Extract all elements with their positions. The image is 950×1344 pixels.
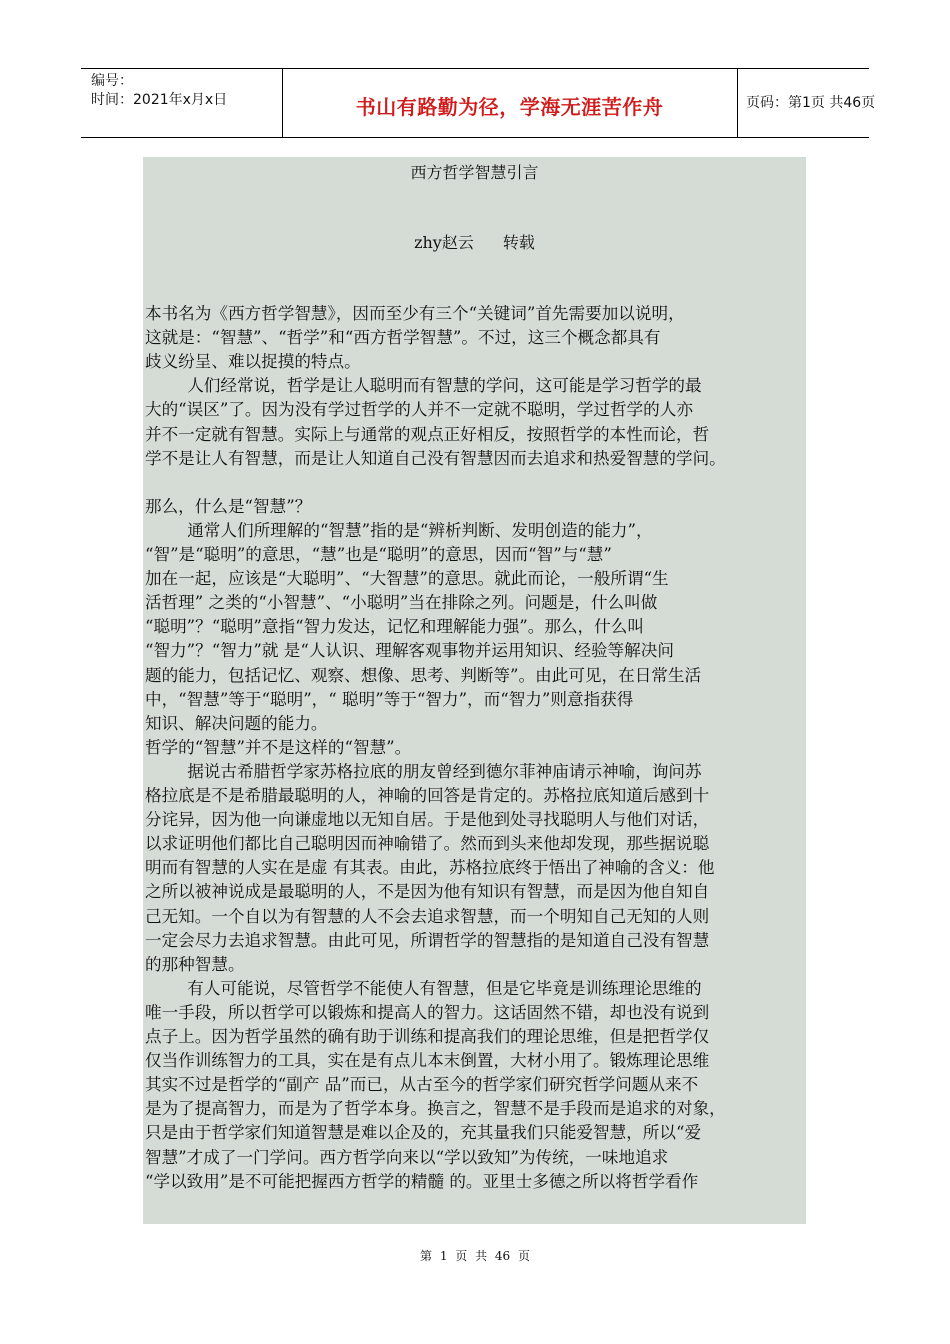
- article-line: “智”是“聪明”的意思，“慧”也是“聪明”的意思，因而“智”与“慧”: [145, 545, 612, 564]
- article-line: 明而有智慧的人实在是虚 有其表。由此，苏格拉底终于悟出了神喻的含义：他: [145, 858, 715, 878]
- article-line: 题的能力，包括记忆、观察、想像、思考、判断等”。由此可见，在日常生活: [145, 665, 702, 685]
- article-line: 学不是让人有智慧，而是让人知道自己没有智慧因而去追求和热爱智慧的学问。: [145, 448, 726, 468]
- article-line: 中，“智慧”等于“聪明”，“ 聪明”等于“智力”，而“智力”则意指获得: [145, 689, 634, 709]
- article-line: 据说古希腊哲学家苏格拉底的朋友曾经到德尔菲神庙请示神喻，询问苏: [145, 761, 702, 781]
- header-meta-cell: [81, 69, 283, 137]
- article-title: 西方哲学智慧引言: [410, 163, 539, 182]
- page-footer: 第 1 页 共 46 页: [420, 1249, 530, 1263]
- article-line: 之所以被神说成是最聪明的人，不是因为他有知识有智慧，而是因为他自知自: [145, 882, 710, 902]
- header-motto-cell: [282, 69, 738, 137]
- article-line: 点子上。因为哲学虽然的确有助于训练和提高我们的理论思维，但是把哲学仅: [145, 1027, 710, 1046]
- doc-number-label: 编号：: [91, 73, 133, 89]
- article-line: 并不一定就有智慧。实际上与通常的观点正好相反，按照哲学的本性而论，哲: [145, 424, 710, 444]
- article-line: 有人可能说，尽管哲学不能使人有智慧，但是它毕竟是训练理论思维的: [145, 978, 702, 998]
- article-line: 分诧异，因为他一向谦虚地以无知自居。于是他到处寻找聪明人与他们对话，: [145, 810, 710, 830]
- article-line: 这就是：“智慧”、“哲学”和“西方哲学智慧”。不过，这三个概念都具有: [145, 328, 661, 348]
- article-byline: zhy赵云 转载: [414, 233, 535, 252]
- article-line: 活哲理” 之类的“小智慧”、“小聪明”当在排除之列。问题是，什么叫做: [145, 593, 658, 613]
- article-line: 的那种智慧。: [145, 954, 245, 974]
- header-page-cell: [737, 69, 876, 137]
- article-line: 那么，什么是“智慧”？: [145, 496, 312, 516]
- document-header: [81, 68, 876, 138]
- article-line: “学以致用”是不可能把握西方哲学的精髓 的。亚里士多德之所以将哲学看作: [145, 1171, 699, 1191]
- article-line: 大的“误区”了。因为没有学过哲学的人并不一定就不聪明，学过哲学的人亦: [145, 400, 693, 420]
- header-page-label: 页码：第1页 共46页: [746, 95, 876, 111]
- article-body: [143, 157, 806, 1224]
- article-line: 仅当作训练智力的工具，实在是有点儿本末倒置，大材小用了。锻炼理论思维: [145, 1051, 710, 1071]
- article-line: 加在一起，应该是“大聪明”、“大智慧”的意思。就此而论，一般所谓“生: [145, 569, 669, 589]
- article-line: 己无知。一个自以为有智慧的人不会去追求智慧，而一个明知自己无知的人则: [145, 906, 710, 926]
- article-line: 以求证明他们都比自己聪明因而神喻错了。然而到头来他却发现，那些据说聪: [145, 834, 710, 854]
- article-line: 其实不过是哲学的“副产 品”而已，从古至今的哲学家们研究哲学问题从来不: [145, 1075, 699, 1095]
- article-line: 人们经常说，哲学是让人聪明而有智慧的学问，这可能是学习哲学的最: [145, 376, 702, 396]
- article-line: 格拉底是不是希腊最聪明的人，神喻的回答是肯定的。苏格拉底知道后感到十: [145, 786, 710, 805]
- article-line: 本书名为《西方哲学智慧》，因而至少有三个“关键词”首先需要加以说明，: [145, 304, 685, 323]
- article-line: 哲学的“智慧”并不是这样的“智慧”。: [145, 737, 412, 757]
- article-line: 一定会尽力去追求智慧。由此可见，所谓哲学的智慧指的是知道自己没有智慧: [145, 930, 710, 950]
- article-line: “聪明”？“聪明”意指“智力发达，记忆和理解能力强”。那么，什么叫: [145, 617, 644, 637]
- article-line: 智慧”才成了一门学问。西方哲学向来以“学以致知”为传统，一味地追求: [145, 1147, 669, 1167]
- article-line: 知识、解决问题的能力。: [145, 713, 328, 733]
- article-line: 是为了提高智力，而是为了哲学本身。换言之，智慧不是手段而是追求的对象，: [145, 1099, 726, 1119]
- motto-text: 书山有路勤为径，学海无涯苦作舟: [355, 95, 664, 119]
- article-line: 唯一手段，所以哲学可以锻炼和提高人的智力。这话固然不错，却也没有说到: [145, 1002, 710, 1022]
- article-line: “智力”？“智力”就 是“人认识、理解客观事物并运用知识、经验等解决问: [145, 641, 674, 661]
- article-line: 歧义纷呈、难以捉摸的特点。: [145, 352, 361, 372]
- article-line: 通常人们所理解的“智慧”指的是“辨析判断、发明创造的能力”，: [145, 520, 653, 540]
- article-line: 只是由于哲学家们知道智慧是难以企及的，充其量我们只能爱智慧，所以“爱: [145, 1123, 702, 1143]
- doc-time-label: 时间：2021年x月x日: [91, 92, 228, 108]
